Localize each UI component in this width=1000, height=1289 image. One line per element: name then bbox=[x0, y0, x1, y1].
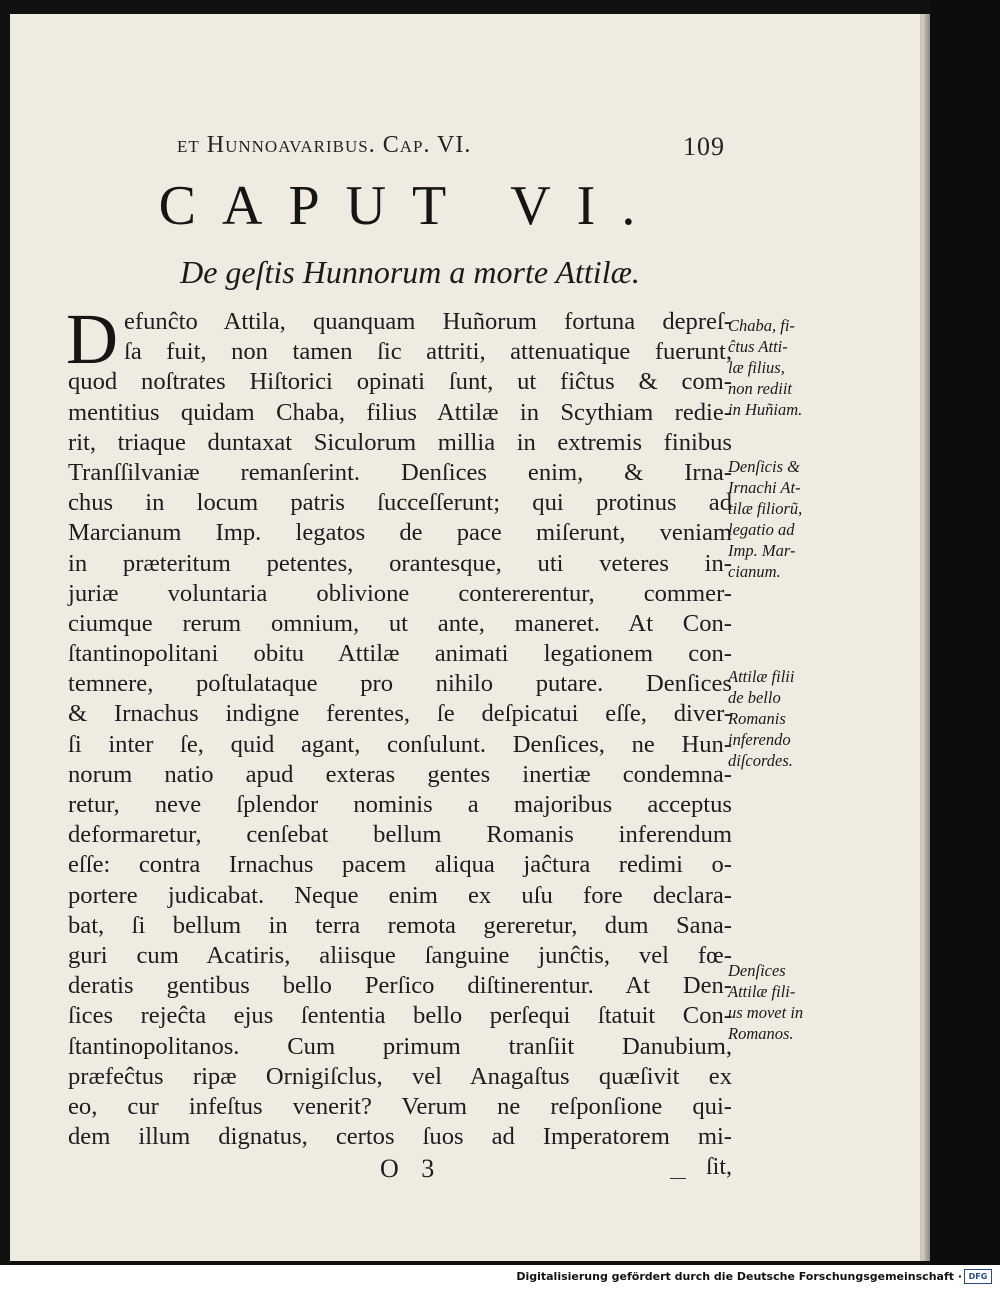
marginal-line: us movet in bbox=[728, 1003, 804, 1022]
text-line: retur, neve ſplendor nominis a majoribus acceptus bbox=[68, 791, 732, 818]
marginal-line: Romanis bbox=[728, 709, 786, 728]
marginal-line: inferendo bbox=[728, 730, 791, 749]
marginal-line: Imp. Mar- bbox=[728, 541, 796, 560]
marginal-line: Chaba, fi- bbox=[728, 316, 795, 335]
marginal-note bbox=[728, 315, 802, 420]
text-line: norum natio apud exteras gentes inertiæ condemna- bbox=[68, 760, 732, 788]
text-line: temnere, poſtulataque pro nihilo putare. Denſices bbox=[68, 670, 732, 698]
text-line: portere judicabat. Neque enim ex uſu fore declara- bbox=[68, 881, 732, 909]
text-line: quod noſtrates Hiſtorici opinati ſunt, ut fiĉtus & com- bbox=[68, 368, 732, 396]
text-line: præfeĉtus ripæ Ornigiſclus, vel Anagaſtus quæſivit ex bbox=[68, 1062, 732, 1090]
signature-mark: O 3 bbox=[380, 1154, 443, 1183]
marginal-line: diſcordes. bbox=[728, 751, 793, 770]
text-line: ſi inter ſe, quid agant, conſulunt. Denſices, ne Hun- bbox=[68, 730, 732, 758]
chapter-subtitle: De geſtis Hunnorum a morte Attilæ. bbox=[180, 254, 640, 290]
chapter-title: CAPUT VI. bbox=[158, 175, 662, 237]
text-line: deratis gentibus bello Perſico diſtinerentur. At Den- bbox=[68, 972, 732, 1000]
marginal-line: Denſicis & bbox=[728, 457, 800, 476]
page-foot bbox=[380, 1154, 732, 1184]
text-line: ſices rejeĉta ejus ſententia bello perſequi ſtatuit Con- bbox=[68, 1002, 732, 1030]
marginal-line: læ filius, bbox=[728, 358, 785, 377]
text-line: guri cum Acatiris, aliisque ſanguine junĉtis, vel fœ- bbox=[68, 941, 732, 969]
drop-cap: D bbox=[66, 299, 118, 379]
divider bbox=[670, 1178, 686, 1179]
text-line: eſſe: contra Irnachus pacem aliqua jaĉtura redimi o- bbox=[68, 851, 732, 879]
text-line: & Irnachus indigne ferentes, ſe deſpicatui eſſe, diver- bbox=[68, 700, 732, 728]
text-line: in præteritum petentes, orantesque, uti veteres in- bbox=[68, 549, 732, 577]
running-head-title: et Hunnoavaribus. Cap. VI. bbox=[177, 132, 472, 158]
text-line: deformaretur, cenſebat bellum Romanis inferendum bbox=[68, 821, 732, 849]
catchword: ſit, bbox=[705, 1154, 732, 1180]
marginal-line: in Huñiam. bbox=[728, 400, 803, 419]
marginal-line: Attilæ filii bbox=[728, 667, 795, 686]
book-page bbox=[10, 14, 922, 1261]
text-line: chus in locum patris ſucceſſerunt; qui protinus ad bbox=[68, 489, 732, 517]
text-line: juriæ voluntaria oblivione contererentur, commer- bbox=[68, 579, 732, 607]
text-line: eo, cur infeſtus venerit? Verum ne reſponſione qui- bbox=[68, 1092, 732, 1120]
marginal-line: tilæ filiorũ, bbox=[728, 499, 803, 518]
marginal-line: non rediit bbox=[728, 379, 793, 398]
marginal-line: Romanos. bbox=[728, 1024, 794, 1043]
text-line: rit, triaque duntaxat Siculorum millia in extremis finibus bbox=[68, 428, 732, 456]
text-line: bat, ſi bellum in terra remota gereretur, dum Sana- bbox=[68, 911, 732, 939]
text-line: dem illum dignatus, certos ſuos ad Imperatorem mi- bbox=[68, 1123, 732, 1151]
dfg-logo-icon[interactable]: DFG bbox=[964, 1269, 992, 1284]
text-line: Tranſſilvaniæ remanſerint. Denſices enim, & Irna- bbox=[68, 458, 732, 486]
text-line: Marcianum Imp. legatos de pace miſerunt, veniam bbox=[68, 519, 732, 547]
marginal-line: Irnachi At- bbox=[728, 478, 801, 497]
text-line: mentitius quidam Chaba, filius Attilæ in Scythiam redie- bbox=[68, 398, 732, 426]
marginal-note bbox=[728, 666, 794, 771]
marginal-line: Attilæ fili- bbox=[728, 982, 796, 1001]
marginal-line: de bello bbox=[728, 688, 781, 707]
text-line: ciumque rerum omnium, ut ante, maneret. At Con- bbox=[68, 609, 732, 637]
marginal-line: Denſices bbox=[728, 961, 786, 980]
text-line: ſtantinopolitanos. Cum primum tranſiit Danubium, bbox=[68, 1032, 732, 1060]
page-number: 109 bbox=[683, 132, 725, 161]
text-line: ſa fuit, non tamen ſic attriti, attenuatique fuerunt, bbox=[124, 338, 732, 366]
marginal-note bbox=[728, 456, 802, 582]
marginal-line: cianum. bbox=[728, 562, 781, 581]
marginal-line: ĉtus Atti- bbox=[728, 337, 788, 356]
text-line: efunĉto Attila, quanquam Huñorum fortuna depreſ- bbox=[124, 308, 732, 335]
marginal-note bbox=[728, 960, 803, 1044]
body-text bbox=[66, 299, 732, 1152]
page-edge bbox=[922, 14, 930, 1261]
running-head bbox=[10, 132, 922, 168]
footer-credit: Digitalisierung gefördert durch die Deutsche Forschungsgemeinschaft · bbox=[516, 1270, 962, 1283]
marginal-line: legatio ad bbox=[728, 520, 795, 539]
text-line: ſtantinopolitani obitu Attilæ animati legationem con- bbox=[68, 640, 732, 668]
footer-bar bbox=[0, 1265, 1000, 1289]
scan-margin bbox=[930, 0, 1000, 1265]
